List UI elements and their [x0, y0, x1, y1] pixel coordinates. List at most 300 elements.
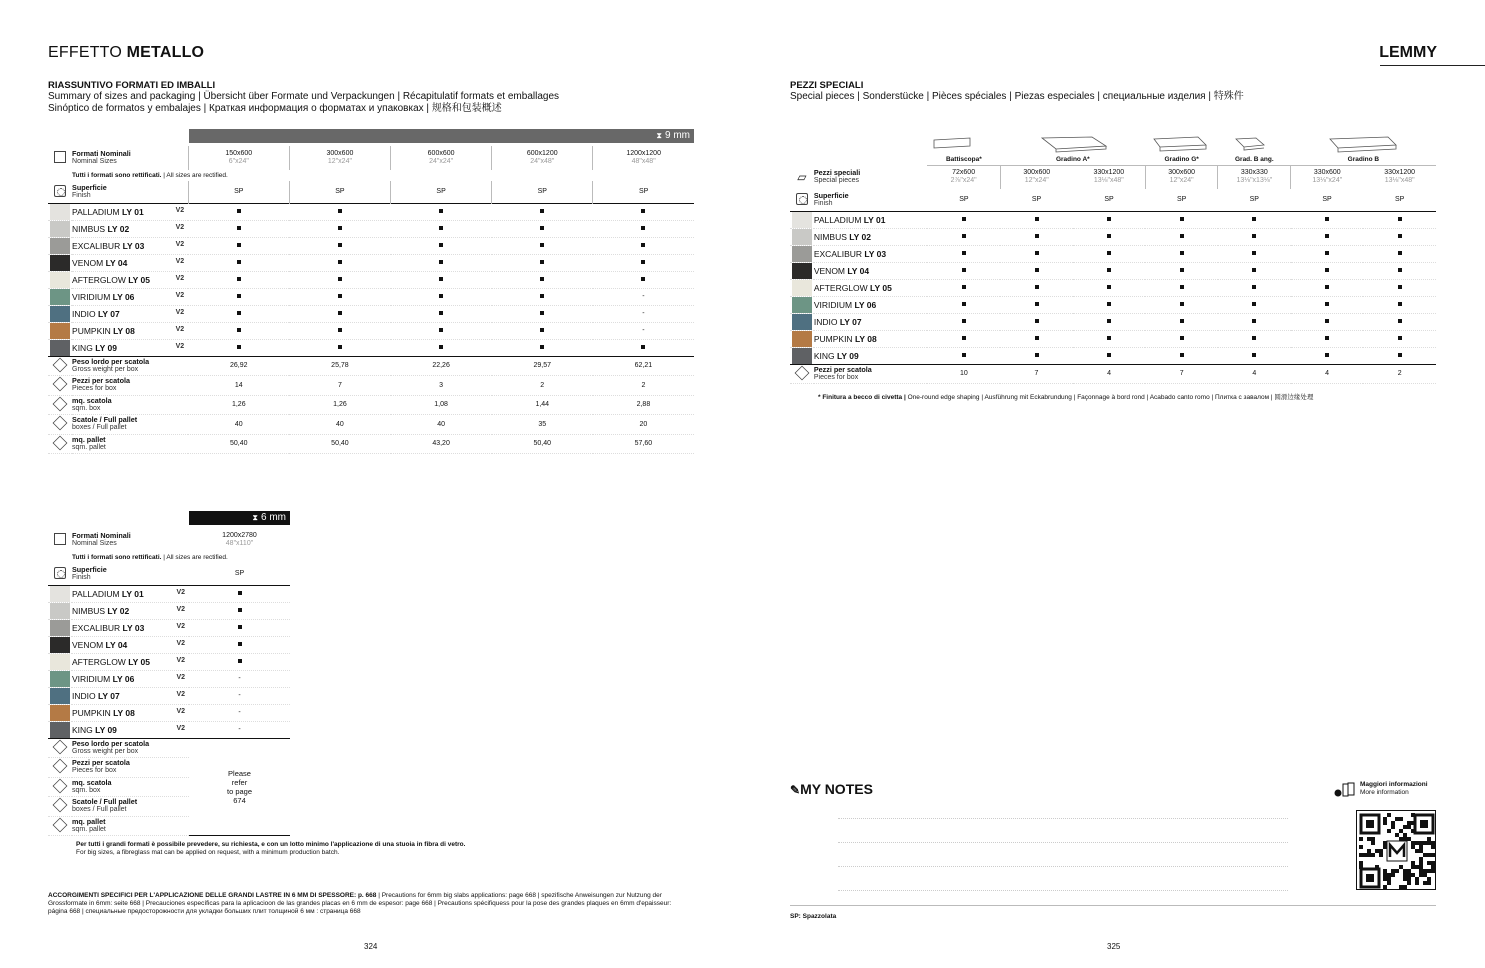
special-piece-group: Gradino A*: [1000, 155, 1145, 165]
packaging-value: 4: [1291, 364, 1364, 384]
color-swatch: [792, 263, 812, 279]
special-size-header: 330x1200 13⅛"x48": [1093, 169, 1125, 185]
finish-value: SP: [492, 181, 593, 203]
availability-cell: [1363, 296, 1436, 313]
finish-icon: [796, 193, 808, 205]
available-dot-icon: [439, 226, 443, 230]
color-name: KING LY 09: [813, 350, 859, 361]
packaging-value: 50,40: [492, 434, 593, 454]
availability-cell: [188, 203, 289, 220]
box-icon: [53, 778, 68, 793]
available-dot-icon: [540, 277, 544, 281]
available-dot-icon: [540, 260, 544, 264]
available-dot-icon: [641, 260, 645, 264]
color-name: EXCALIBUR LY 03: [72, 622, 145, 633]
format-square-icon: [54, 151, 66, 163]
variation-badge: V2: [175, 291, 185, 299]
availability-cell: [927, 245, 1000, 262]
available-dot-icon: [439, 328, 443, 332]
finish-label: Superficie Finish: [72, 182, 107, 199]
available-dot-icon: [1325, 319, 1329, 323]
color-name: VIRIDIUM LY 06: [72, 673, 135, 684]
availability-cell: [1218, 228, 1291, 245]
battiscopa-drawing: [934, 138, 970, 148]
packaging-label: mq. pallet sqm. pallet: [72, 434, 106, 451]
special-pieces-icon: ⏥: [797, 170, 807, 184]
availability-cell: [188, 322, 289, 339]
availability-cell: [391, 322, 492, 339]
availability-cell: -: [593, 322, 694, 339]
available-dot-icon: [238, 659, 242, 663]
packaging-value: 57,60: [593, 434, 694, 454]
available-dot-icon: [439, 260, 443, 264]
available-dot-icon: [1035, 217, 1039, 221]
more-info-label[interactable]: [1360, 781, 1428, 797]
available-dot-icon: [338, 345, 342, 349]
packaging-value: 2: [492, 376, 593, 396]
page-title: [48, 44, 204, 62]
available-dot-icon: [962, 285, 966, 289]
box-icon: [53, 416, 68, 431]
available-dot-icon: [237, 277, 241, 281]
gradino-b-drawing: [1330, 137, 1396, 152]
color-swatch: [792, 280, 812, 296]
available-dot-icon: [1398, 302, 1402, 306]
packaging-value: 2,88: [593, 395, 694, 415]
available-dot-icon: [1252, 234, 1256, 238]
availability-cell: -: [189, 687, 290, 704]
packaging-label: Pezzi per scatola Pieces for box: [813, 364, 872, 381]
box-icon: [794, 365, 809, 380]
rectified-note: Tutti i formati sono rettificati. | All sizes are rectified.: [72, 554, 228, 561]
color-swatch: [792, 246, 812, 262]
available-dot-icon: [1180, 268, 1184, 272]
size-header: 150x600 6"x24": [188, 146, 289, 170]
availability-cell: [189, 602, 290, 619]
available-dot-icon: [338, 209, 342, 213]
availability-cell: [189, 636, 290, 653]
variation-badge: V2: [175, 223, 185, 231]
availability-cell: [492, 288, 593, 305]
available-dot-icon: [237, 294, 241, 298]
available-dot-icon: [238, 642, 242, 646]
available-dot-icon: [1180, 302, 1184, 306]
packaging-value: 62,21: [593, 356, 694, 376]
availability-cell: [1000, 211, 1072, 228]
box-icon: [53, 759, 68, 774]
grad-b-ang-drawing: [1236, 138, 1264, 150]
availability-cell: [1073, 313, 1146, 330]
color-swatch: [792, 229, 812, 245]
availability-cell: [927, 228, 1000, 245]
availability-cell: [1000, 330, 1072, 347]
available-dot-icon: [1107, 353, 1111, 357]
color-swatch: [792, 212, 812, 228]
availability-cell: [1363, 228, 1436, 245]
variation-badge: V2: [175, 325, 185, 333]
color-name: NIMBUS LY 02: [72, 223, 130, 234]
finish-value: SP: [593, 181, 694, 203]
available-dot-icon: [237, 209, 241, 213]
special-size-header: 330x600 13⅛"x24": [1291, 165, 1364, 189]
available-dot-icon: [962, 234, 966, 238]
color-swatch: [50, 654, 70, 670]
packaging-label: Pezzi per scatola Pieces for box: [72, 758, 130, 775]
available-dot-icon: [238, 608, 242, 612]
available-dot-icon: [439, 294, 443, 298]
color-swatch: [792, 314, 812, 330]
available-dot-icon: [1107, 302, 1111, 306]
notes-line[interactable]: [838, 890, 1288, 891]
packaging-value: 26,92: [188, 356, 289, 376]
formats-label: Formati Nominali Nominal Sizes: [72, 149, 131, 165]
available-dot-icon: [1398, 285, 1402, 289]
available-dot-icon: [540, 328, 544, 332]
finish-value: SP: [188, 181, 289, 203]
packaging-value: 1,44: [492, 395, 593, 415]
formats-label: Formati Nominali Nominal Sizes: [72, 531, 131, 547]
availability-cell: [1291, 313, 1364, 330]
page-number-left: 324: [364, 942, 378, 951]
available-dot-icon: [1035, 285, 1039, 289]
color-swatch: [50, 272, 70, 288]
availability-cell: [289, 254, 390, 271]
available-dot-icon: [1107, 285, 1111, 289]
availability-cell: [1218, 313, 1291, 330]
available-dot-icon: [962, 353, 966, 357]
brand-underline: [1380, 65, 1485, 66]
available-dot-icon: [1325, 234, 1329, 238]
color-swatch: [50, 688, 70, 704]
color-name: PUMPKIN LY 08: [72, 325, 135, 336]
available-dot-icon: [1252, 217, 1256, 221]
availability-cell: [1291, 228, 1364, 245]
available-dot-icon: [1325, 353, 1329, 357]
availability-cell: [391, 271, 492, 288]
availability-cell: [593, 271, 694, 288]
availability-cell: [188, 305, 289, 322]
finish-icon: [54, 567, 66, 579]
available-dot-icon: [1035, 234, 1039, 238]
color-name: VENOM LY 04: [813, 265, 870, 276]
more-info-en: More information: [1360, 789, 1409, 796]
variation-badge: V2: [176, 690, 185, 698]
available-dot-icon: [962, 251, 966, 255]
availability-cell: -: [593, 288, 694, 305]
finish-value: SP: [1104, 196, 1114, 204]
availability-cell: [1073, 347, 1146, 364]
available-dot-icon: [439, 209, 443, 213]
availability-cell: [1218, 330, 1291, 347]
thickness-9mm-bar: [189, 129, 694, 143]
precautions-text: | Precautions for 6mm big slabs applications: page 668 | spezifische Anweisungen zur Nutzung der Grossformate in 6mm: seite 668 | Precauciones específicas para la aplicacioon de las grandes placas en 6 mm de espesor: page 668 | Precautions spécifiquess pour la pose des grandes plaques en 6mm d'epaisseur: página 668 | специальные предосторожности для укладки больших плит толщиной 6 мм : страница 668: [48, 892, 672, 915]
available-dot-icon: [1107, 217, 1111, 221]
available-dot-icon: [1252, 268, 1256, 272]
availability-cell: [289, 271, 390, 288]
color-name: PALLADIUM LY 01: [72, 588, 144, 599]
available-dot-icon: [1325, 336, 1329, 340]
availability-cell: [1218, 211, 1291, 228]
available-dot-icon: [540, 243, 544, 247]
color-swatch: [50, 586, 70, 602]
available-dot-icon: [1325, 268, 1329, 272]
availability-cell: -: [189, 670, 290, 687]
packaging-label: Scatole / Full pallet boxes / Full pallet: [72, 797, 138, 814]
packaging-value: 2: [593, 376, 694, 396]
availability-cell: [1000, 296, 1072, 313]
availability-cell: [1073, 211, 1146, 228]
available-dot-icon: [641, 243, 645, 247]
available-dot-icon: [1398, 336, 1402, 340]
available-dot-icon: [1325, 251, 1329, 255]
my-notes-title: [790, 781, 873, 797]
variation-badge: V2: [176, 639, 185, 647]
color-swatch: [792, 297, 812, 313]
available-dot-icon: [1398, 251, 1402, 255]
box-icon: [53, 396, 68, 411]
availability-cell: [492, 254, 593, 271]
available-dot-icon: [1035, 319, 1039, 323]
availability-cell: [188, 271, 289, 288]
color-name: INDIO LY 07: [72, 690, 120, 701]
thickness-icon: ⧗: [656, 131, 662, 140]
color-name: VIRIDIUM LY 06: [813, 299, 877, 310]
special-pieces-drawings: [920, 133, 1400, 155]
availability-cell: [1218, 347, 1291, 364]
availability-cell: [1145, 211, 1218, 228]
available-dot-icon: [1035, 268, 1039, 272]
packaging-label: mq. scatola sqm. box: [72, 777, 112, 794]
available-dot-icon: [237, 345, 241, 349]
gradino-g-drawing: [1154, 137, 1206, 151]
packaging-label: mq. pallet sqm. pallet: [72, 816, 106, 833]
notes-line[interactable]: [838, 866, 1288, 867]
availability-cell: [593, 254, 694, 271]
color-name: AFTERGLOW LY 05: [72, 274, 150, 285]
variation-badge: V2: [175, 240, 185, 248]
available-dot-icon: [540, 345, 544, 349]
availability-cell: [1145, 245, 1218, 262]
color-name: NIMBUS LY 02: [813, 231, 872, 242]
rectified-note: Tutti i formati sono rettificati. | All sizes are rectified.: [72, 172, 228, 179]
finish-icon: [54, 185, 66, 197]
availability-cell: [1291, 296, 1364, 313]
color-swatch: [50, 289, 70, 305]
availability-cell: [1363, 347, 1436, 364]
availability-cell: [391, 339, 492, 356]
right-subtitle: Special pieces | Sonderstücke | Pièces spéciales | Piezas especiales | специальные изделия | 特殊件: [790, 91, 1244, 102]
availability-cell: [1363, 279, 1436, 296]
color-swatch: [50, 705, 70, 721]
availability-cell: [1000, 228, 1072, 245]
availability-cell: [289, 203, 390, 220]
finish-value: SP: [289, 181, 390, 203]
box-icon: [53, 435, 68, 450]
available-dot-icon: [439, 311, 443, 315]
large-slab-precautions: [48, 892, 688, 916]
box-icon: [53, 739, 68, 754]
available-dot-icon: [439, 345, 443, 349]
availability-cell: [1218, 296, 1291, 313]
available-dot-icon: [1252, 285, 1256, 289]
special-size-header: 300x600 12"x24": [1145, 165, 1218, 189]
available-dot-icon: [540, 311, 544, 315]
my-notes-label: MY NOTES: [800, 781, 873, 797]
packaging-label: mq. scatola sqm. box: [72, 395, 112, 412]
availability-cell: [1000, 347, 1072, 364]
sp-legend: SP: Spazzolata: [790, 913, 837, 920]
availability-cell: [289, 288, 390, 305]
availability-cell: [593, 220, 694, 237]
available-dot-icon: [1180, 319, 1184, 323]
fibreglass-note: [76, 841, 696, 857]
qr-code[interactable]: [1356, 810, 1436, 890]
pencil-icon: ✎: [790, 783, 801, 797]
available-dot-icon: [1107, 234, 1111, 238]
availability-cell: [391, 305, 492, 322]
packaging-value: 25,78: [289, 356, 390, 376]
special-size-header: 300x600 12"x24": [1000, 165, 1072, 189]
available-dot-icon: [1325, 302, 1329, 306]
available-dot-icon: [1035, 251, 1039, 255]
available-dot-icon: [237, 226, 241, 230]
packaging-value: 50,40: [289, 434, 390, 454]
available-dot-icon: [641, 209, 645, 213]
availability-cell: -: [593, 305, 694, 322]
color-name: KING LY 09: [72, 724, 117, 735]
packaging-value: 35: [492, 415, 593, 435]
packaging-value: 4: [1073, 364, 1146, 384]
packaging-value: 7: [1145, 364, 1218, 384]
special-pieces-label: Pezzi speciali Special pieces: [813, 168, 861, 184]
availability-cell: [492, 339, 593, 356]
availability-cell: [1073, 330, 1146, 347]
availability-cell: [188, 220, 289, 237]
availability-cell: [1218, 279, 1291, 296]
available-dot-icon: [238, 591, 242, 595]
availability-cell: -: [189, 704, 290, 721]
availability-cell: [1218, 245, 1291, 262]
availability-cell: [189, 619, 290, 636]
availability-cell: [189, 585, 290, 602]
thickness-9mm-label: 9 mm: [665, 130, 690, 141]
thickness-icon: ⧗: [252, 513, 258, 522]
availability-cell: [289, 305, 390, 322]
available-dot-icon: [338, 226, 342, 230]
color-name: PALLADIUM LY 01: [72, 206, 144, 217]
color-swatch: [50, 637, 70, 653]
available-dot-icon: [962, 336, 966, 340]
special-size-header: 330x1200 13⅛"x48": [1384, 169, 1416, 185]
variation-badge: V2: [176, 622, 185, 630]
color-name: NIMBUS LY 02: [72, 605, 130, 616]
page-number-right: 325: [1107, 942, 1121, 951]
available-dot-icon: [1325, 285, 1329, 289]
availability-cell: [391, 220, 492, 237]
color-name: PUMPKIN LY 08: [813, 333, 877, 344]
packaging-label: Scatole / Full pallet boxes / Full pallet: [72, 415, 138, 432]
availability-cell: [1145, 347, 1218, 364]
availability-cell: [391, 203, 492, 220]
color-name: VENOM LY 04: [72, 257, 128, 268]
fibreglass-note-en: For big sizes, a fibreglass mat can be applied on request, with a minimum production batch.: [76, 849, 340, 856]
available-dot-icon: [1180, 251, 1184, 255]
availability-cell: [1073, 262, 1146, 279]
packaging-value: 40: [188, 415, 289, 435]
availability-cell: [188, 237, 289, 254]
color-swatch: [50, 603, 70, 619]
title-light: EFFETTO: [48, 44, 122, 61]
packaging-value: 40: [289, 415, 390, 435]
packaging-label: Peso lordo per scatola Gross weight per box: [72, 356, 150, 373]
refer-to-page-note: Please refer to page 674: [189, 738, 290, 836]
availability-cell: [1363, 262, 1436, 279]
color-name: AFTERGLOW LY 05: [813, 282, 892, 293]
available-dot-icon: [1398, 234, 1402, 238]
available-dot-icon: [439, 277, 443, 281]
packaging-value: 4: [1218, 364, 1291, 384]
available-dot-icon: [1398, 353, 1402, 357]
availability-cell: [1145, 330, 1218, 347]
availability-cell: [1145, 313, 1218, 330]
available-dot-icon: [540, 209, 544, 213]
packaging-value: 1,08: [391, 395, 492, 415]
packaging-value: 14: [188, 376, 289, 396]
available-dot-icon: [1107, 268, 1111, 272]
left-subtitle-2: Sinóptico de formatos y embalajes | Краткая информация о форматах и упаковках | 规格和包装概述: [48, 103, 502, 114]
box-icon: [53, 817, 68, 832]
variation-badge: V2: [176, 707, 185, 715]
availability-cell: [1291, 211, 1364, 228]
packaging-value: 40: [391, 415, 492, 435]
available-dot-icon: [1252, 353, 1256, 357]
availability-cell: [289, 220, 390, 237]
notes-line[interactable]: [838, 818, 1288, 819]
color-name: AFTERGLOW LY 05: [72, 656, 150, 667]
left-subtitle-1: Summary of sizes and packaging | Übersicht über Formate und Verpackungen | Récapitulatif formats et emballages: [48, 91, 560, 102]
color-swatch: [50, 340, 70, 356]
available-dot-icon: [1398, 268, 1402, 272]
more-info-it: Maggiori informazioni: [1360, 781, 1428, 788]
packaging-value: 7: [289, 376, 390, 396]
box-icon: [53, 357, 68, 372]
variation-badge: V2: [175, 274, 185, 282]
variation-badge: V2: [175, 257, 185, 265]
sizes-table-6mm: [48, 528, 290, 836]
packaging-value: 50,40: [188, 434, 289, 454]
availability-cell: [289, 237, 390, 254]
available-dot-icon: [962, 319, 966, 323]
availability-cell: [927, 296, 1000, 313]
availability-cell: [927, 279, 1000, 296]
availability-cell: [927, 211, 1000, 228]
finish-value: SP: [1249, 196, 1259, 204]
available-dot-icon: [1325, 217, 1329, 221]
notes-line[interactable]: [838, 842, 1288, 843]
availability-cell: [1000, 245, 1072, 262]
color-swatch: [792, 331, 812, 347]
availability-cell: [492, 305, 593, 322]
finish-label: Superficie Finish: [813, 190, 849, 207]
round-edge-note-bold: * Finitura a becco di civetta |: [818, 394, 906, 401]
color-swatch: [50, 323, 70, 339]
available-dot-icon: [641, 277, 645, 281]
available-dot-icon: [962, 302, 966, 306]
round-edge-note: [818, 394, 1458, 402]
availability-cell: [1363, 245, 1436, 262]
packaging-value: 29,57: [492, 356, 593, 376]
available-dot-icon: [1180, 353, 1184, 357]
